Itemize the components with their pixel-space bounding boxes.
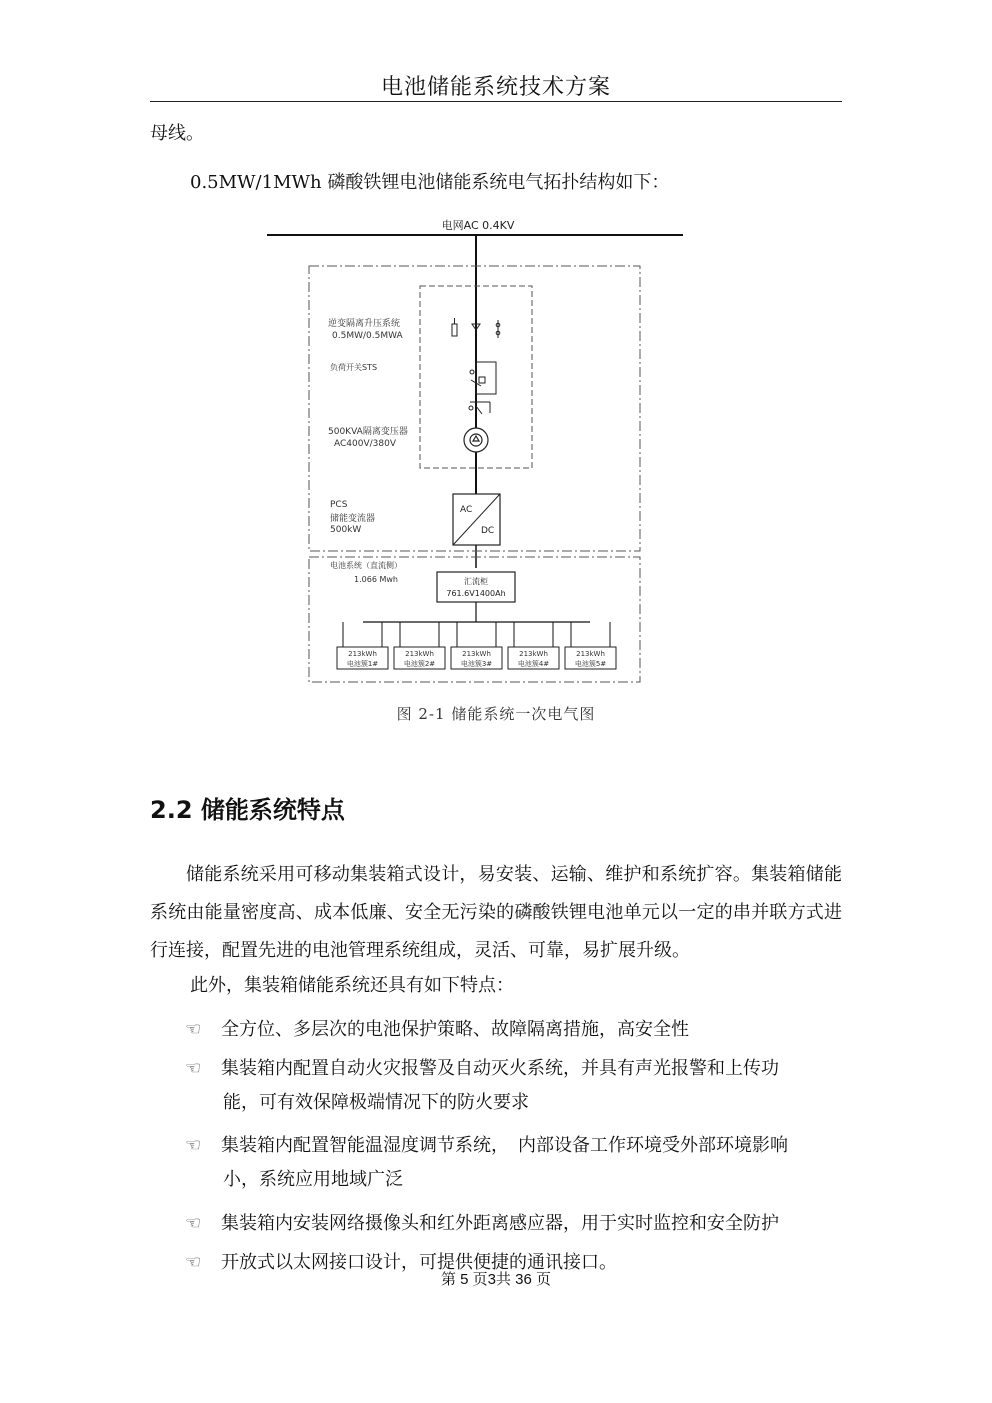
diagram-intro-text: 0.5MW/1MWh 磷酸铁锂电池储能系统电气拓扑结构如下： xyxy=(190,172,670,193)
switch-label: 负荷开关STS xyxy=(330,363,378,372)
battery-cluster-energy: 213kWh xyxy=(405,650,434,658)
section-paragraph: 储能系统采用可移动集装箱式设计，易安装、运输、维护和系统扩容。集装箱储能系统由能量密度高、成本低廉、安全无污染的磷酸铁锂电池单元以一定的串并联方式进行连接，配置先进的电池管理系统组成，灵活、可靠，易扩展升级。 xyxy=(150,864,842,961)
hand-pointing-icon: ☜ xyxy=(185,1019,202,1040)
combiner-label: 汇流柜 xyxy=(464,577,488,586)
isolation-system-rating: 0.5MW/0.5MWA xyxy=(332,331,403,341)
transformer-icon xyxy=(464,428,488,452)
features-intro: 此外，集装箱储能系统还具有如下特点： xyxy=(190,975,514,996)
load-switch-icon xyxy=(470,362,496,394)
battery-cluster-name: 电池簇3# xyxy=(460,660,493,668)
battery-cluster-energy: 213kWh xyxy=(576,650,605,658)
isolation-system-title: 逆变隔离升压系统 xyxy=(328,319,401,329)
battery-cluster-name: 电池簇1# xyxy=(346,660,379,668)
feature-bullet: ☜ 集装箱内安装网络摄像头和红外距离感应器，用于实时监控和安全防护 xyxy=(185,1206,845,1242)
battery-cluster-energy: 213kWh xyxy=(462,650,491,658)
page-header-title: 电池储能系统技术方案 xyxy=(380,75,611,100)
feature-bullet: ☜ 全方位、多层次的电池保护策略、故障隔离措施，高安全性 xyxy=(185,1012,845,1048)
battery-cluster xyxy=(508,622,559,669)
battery-cluster-name: 电池簇4# xyxy=(517,660,550,668)
pcs-power: 500kW xyxy=(330,525,362,535)
hand-pointing-icon: ☜ xyxy=(185,1252,202,1273)
battery-cluster-name: 电池簇2# xyxy=(403,660,436,668)
pcs-name: 储能变流器 xyxy=(330,514,376,524)
feature-bullet: ☜ 集装箱内配置自动火灾报警及自动灭火系统，并具有声光报警和上传功 能，可有效保障极端情况下的防火要求 xyxy=(185,1051,845,1121)
battery-cluster-name: 电池簇5# xyxy=(574,660,607,668)
paragraph-fragment: 母线。 xyxy=(150,123,204,144)
grid-label: 电网AC 0.4KV xyxy=(441,219,515,232)
figure-caption: 图 2-1 储能系统一次电气图 xyxy=(396,705,596,723)
combiner-rating: 761.6V1400Ah xyxy=(446,589,506,598)
header-rule xyxy=(150,101,842,102)
pcs-converter-icon xyxy=(453,494,500,545)
battery-clusters xyxy=(337,622,616,669)
hand-pointing-icon: ☜ xyxy=(185,1135,202,1156)
pcs-label: PCS xyxy=(330,500,348,510)
hand-pointing-icon: ☜ xyxy=(185,1058,202,1079)
svg-text:DC: DC xyxy=(481,526,495,536)
section-title: 2.2 储能系统特点 xyxy=(150,796,345,824)
page-footer: 第 5 页3共 36 页 xyxy=(440,1271,552,1288)
svg-text:AC: AC xyxy=(460,505,473,515)
transformer-voltage: AC400V/380V xyxy=(334,439,396,449)
breaker-icon xyxy=(469,402,490,414)
battery-cluster-energy: 213kWh xyxy=(348,650,377,658)
transformer-label: 500KVA隔离变压器 xyxy=(328,427,408,437)
battery-system-title: 电池系统（直流侧） xyxy=(330,561,402,570)
electrical-topology-diagram xyxy=(250,210,700,695)
battery-cluster xyxy=(337,622,388,669)
battery-cluster xyxy=(565,622,616,669)
feature-bullet: ☜ 开放式以太网接口设计，可提供便捷的通讯接口。 xyxy=(185,1245,845,1281)
battery-cluster-energy: 213kWh xyxy=(519,650,548,658)
battery-cluster xyxy=(451,622,502,669)
feature-bullet: ☜ 集装箱内配置智能温湿度调节系统， 内部设备工作环境受外部环境影响 小，系统应用地域广泛 xyxy=(185,1128,845,1198)
battery-cluster xyxy=(394,622,445,669)
hand-pointing-icon: ☜ xyxy=(185,1213,202,1234)
battery-system-capacity: 1.066 Mwh xyxy=(354,575,398,584)
